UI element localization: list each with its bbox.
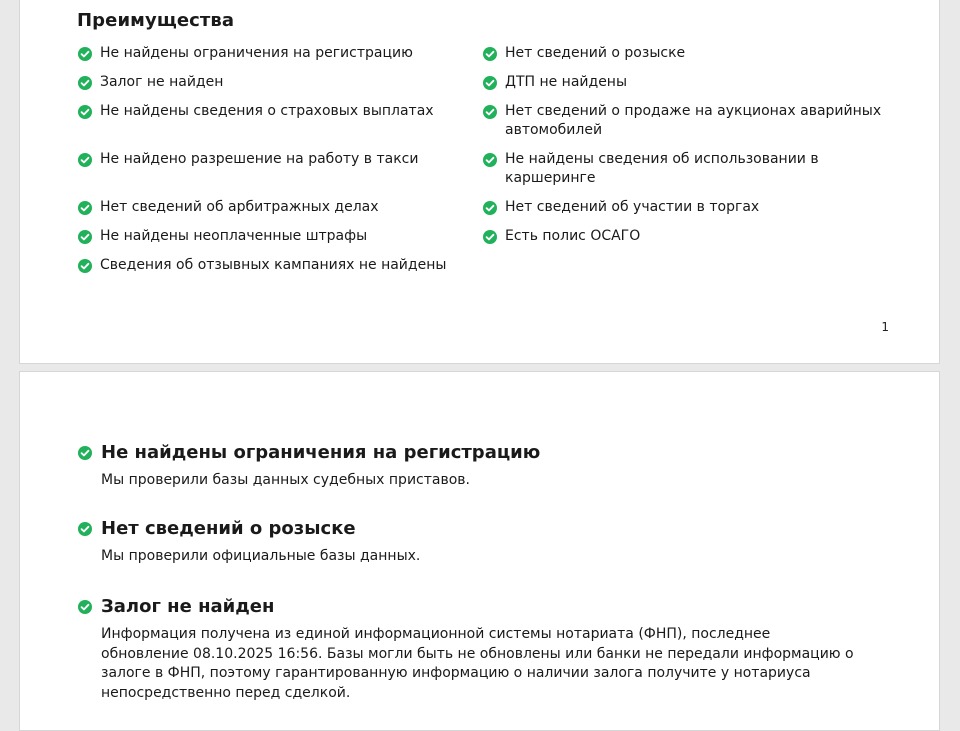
check-circle-icon <box>483 76 497 90</box>
detail-section <box>78 518 878 567</box>
advantage-item <box>78 256 478 285</box>
detail-text: Информация получена из единой информационной системы нотариата (ФНП), последнее обновление 08.10.2025 16:56. Базы могли быть не обновлены или банки не передали информацию о залоге в ФНП, поэтому гарантированную информацию о наличии залога получите у нотариуса непосредственно перед сделкой. <box>101 626 854 701</box>
advantage-text: Не найдены сведения об использовании в каршеринге <box>505 151 819 186</box>
advantage-text: Сведения об отзывных кампаниях не найдены <box>100 257 447 273</box>
advantage-item <box>78 198 478 227</box>
advantage-text: Нет сведений об участии в торгах <box>505 199 760 215</box>
advantage-text: Нет сведений о продаже на аукционах аварийных автомобилей <box>505 103 882 138</box>
advantage-item <box>78 102 478 150</box>
advantage-item <box>78 73 478 102</box>
check-circle-icon <box>483 47 497 61</box>
detail-title <box>78 596 878 618</box>
detail-title <box>78 442 878 464</box>
check-circle-icon <box>483 105 497 119</box>
detail-section <box>78 442 878 491</box>
document-page-2 <box>19 371 940 731</box>
detail-title-text: Не найдены ограничения на регистрацию <box>101 442 541 463</box>
document-page-1 <box>19 0 940 364</box>
check-circle-icon <box>78 47 92 61</box>
advantage-text: Не найдены неоплаченные штрафы <box>100 228 368 244</box>
check-circle-icon <box>78 201 92 215</box>
advantage-item <box>78 44 478 73</box>
check-circle-icon <box>78 600 92 614</box>
check-circle-icon <box>78 522 92 536</box>
detail-text: Мы проверили базы данных судебных приставов. <box>101 472 470 488</box>
check-circle-icon <box>78 76 92 90</box>
detail-title-text: Залог не найден <box>101 596 275 617</box>
check-circle-icon <box>78 446 92 460</box>
advantage-text: Не найдены сведения о страховых выплатах <box>100 103 434 119</box>
advantage-item <box>483 227 883 256</box>
detail-title <box>78 518 878 540</box>
check-circle-icon <box>78 153 92 167</box>
advantage-text: Не найдено разрешение на работу в такси <box>100 151 419 167</box>
advantage-text: Залог не найден <box>100 74 224 90</box>
advantage-text: Нет сведений об арбитражных делах <box>100 199 379 215</box>
detail-section <box>78 596 878 703</box>
advantage-item <box>483 198 883 227</box>
check-circle-icon <box>78 230 92 244</box>
advantage-item <box>78 227 478 256</box>
detail-text: Мы проверили официальные базы данных. <box>101 548 421 564</box>
advantage-text: Не найдены ограничения на регистрацию <box>100 45 413 61</box>
check-circle-icon <box>78 105 92 119</box>
advantages-title: Преимущества <box>77 10 235 31</box>
advantages-left-column <box>78 44 478 285</box>
advantage-item <box>483 44 883 73</box>
page-number: 1 <box>881 320 889 334</box>
advantage-item <box>483 73 883 102</box>
advantages-right-column <box>483 44 883 256</box>
advantage-text: Есть полис ОСАГО <box>505 228 641 244</box>
advantage-item <box>483 102 883 150</box>
check-circle-icon <box>483 153 497 167</box>
check-circle-icon <box>483 230 497 244</box>
advantage-item <box>78 150 478 198</box>
check-circle-icon <box>483 201 497 215</box>
advantage-text: ДТП не найдены <box>505 74 628 90</box>
detail-title-text: Нет сведений о розыске <box>101 518 356 539</box>
check-circle-icon <box>78 259 92 273</box>
advantage-item <box>483 150 883 198</box>
advantage-text: Нет сведений о розыске <box>505 45 686 61</box>
